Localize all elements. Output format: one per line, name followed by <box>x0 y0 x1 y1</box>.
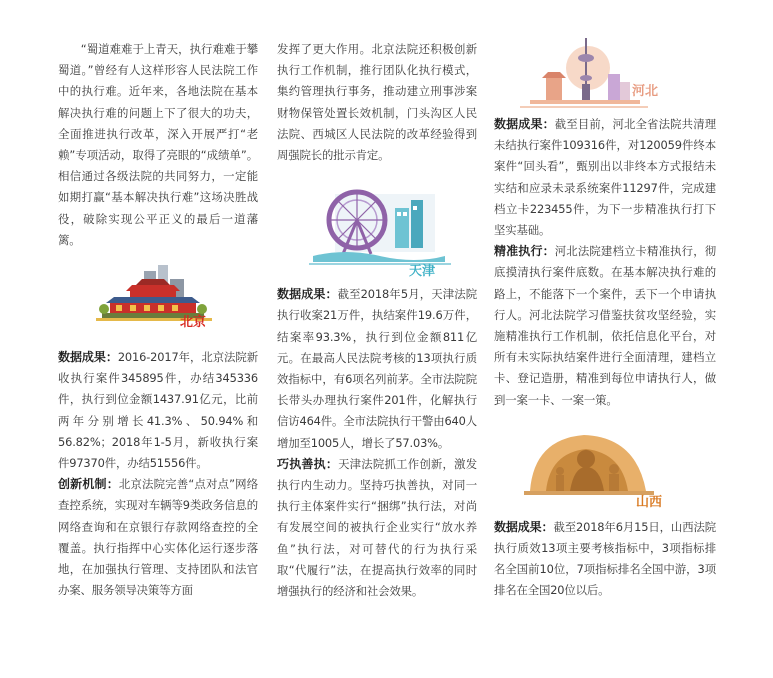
hebei-result-text: 截至目前，河北全省法院共清理未结执行案件109316件，对120059件终本案件“回头看”，甄别出以非终本方式报结未实结和应录未录系统案件11297件，完成建档立卡223455件，为下一步精准执行打下坚实基础。 <box>494 117 716 238</box>
beijing-continued-paragraph: 发挥了更大作用。北京法院还积极创新执行工作机制，推行团队化执行模式，集约管理执行事务，推动建立刑事涉案财物保管处置长效机制，门头沟区人民法院、西城区人民法院的改革经验得到周强院长的批示肯定。 <box>277 42 477 163</box>
beijing-landmark-icon <box>96 261 236 341</box>
intro-paragraph: “蜀道难难于上青天，执行难难于攀蜀道。”曾经有人这样形容人民法院工作中的执行难。近年来，各地法院在基本解决执行难的问题上下了很大的功夫，全面推进执行改革，深入开展严打“老赖”专项活动，取得了亮眼的“成绩单”。相信通过各级法院的共同努力，一定能如期打赢“基本解决执行难”这场决胜战役，破除实现公平正义的最后一道藩篱。 <box>58 42 258 247</box>
beijing-innovation-label: 创新机制： <box>58 477 119 492</box>
column-3 <box>494 0 716 602</box>
region-beijing-label: 北京 <box>180 315 207 331</box>
hebei-result-label: 数据成果： <box>494 117 555 131</box>
tianjin-illustration <box>277 174 477 284</box>
shanxi-result-paragraph <box>494 517 716 602</box>
hebei-precise-label: 精准执行： <box>494 244 555 259</box>
tianjin-result-text: 截至2018年5月，天津法院执行收案21万件，执结案件19.6万件，结案率93.3%，执行到位金额811亿元。在最高人民法院考核的13项执行质效指标中，有6项名列前茅。全市法院院长带头办理执行案件201件，化解执行信访464件。全市法院执行干警由640人增加至1005人，增长了57.03%。 <box>277 287 477 450</box>
shanxi-illustration <box>494 415 716 517</box>
column-1 <box>58 0 258 601</box>
hebei-precise-paragraph <box>494 241 716 411</box>
hebei-precise-text: 河北法院建档立卡精准执行，彻底摸清执行案件底数。在基本解决执行难的路上，不能落下一个案件，丢下一个申请执行人。河北法院学习借鉴扶贫攻坚经验，实施精准执行工作机制，依托信息化平台，对所有未实际执结案件进行全面清理，建档立卡、登记造册，精准到每位申请执行人，做到一案一卡、一案一策。 <box>494 244 716 407</box>
region-hebei-label: 河北 <box>632 84 659 99</box>
shanxi-grotto-icon <box>524 429 654 499</box>
beijing-result-label: 数据成果： <box>58 350 118 365</box>
beijing-result-text: 2016-2017年，北京法院新收执行案件345895件，办结345336件，执行到位金额1437.91亿元，比前两年分别增长41.3%、50.94%和56.82%；2018年1-5月，新收执行案件97370件，办结51556件。 <box>58 350 258 471</box>
region-tianjin-label: 天津 <box>409 264 436 280</box>
beijing-innovation-text: 北京法院完善“点对点”网络查控系统，实现对车辆等9类政务信息的网络查询和在京银行存款网络查控的全覆盖。执行指挥中心实体化运行逐步落地，在加强执行管理、支持团队和法官办案、服务领导决策等方面 <box>58 477 258 598</box>
tianjin-skill-text: 天津法院抓工作创新，激发执行内生动力。坚持巧执善执，对同一执行主体案件实行“捆绑”执行法，对尚有发展空间的被执行企业实行“放水养鱼”执行法，对可替代的行为执行采取“代履行”法，在提高执行效率的同时增强执行的经济和社会效果。 <box>277 456 477 599</box>
region-shanxi-label: 山西 <box>636 494 663 510</box>
hebei-result-paragraph <box>494 114 716 241</box>
beijing-illustration <box>58 259 258 347</box>
tianjin-skill-label: 巧执善执： <box>277 456 339 471</box>
tianjin-skill-paragraph <box>277 454 477 602</box>
beijing-result-paragraph <box>58 347 258 474</box>
shanxi-result-label: 数据成果： <box>494 519 554 534</box>
column-2 <box>277 0 477 602</box>
hebei-illustration <box>494 4 716 114</box>
shanxi-result-text: 截至2018年6月15日，山西法院执行质效13项主要考核指标中，3项指标排名全国前10位，7项指标排名全国中游，3项排名在全国20位以后。 <box>494 519 716 598</box>
beijing-innovation-paragraph <box>58 474 258 601</box>
tianjin-result-label: 数据成果： <box>277 287 338 302</box>
tianjin-result-paragraph <box>277 284 477 454</box>
hebei-landmark-icon <box>520 34 650 124</box>
